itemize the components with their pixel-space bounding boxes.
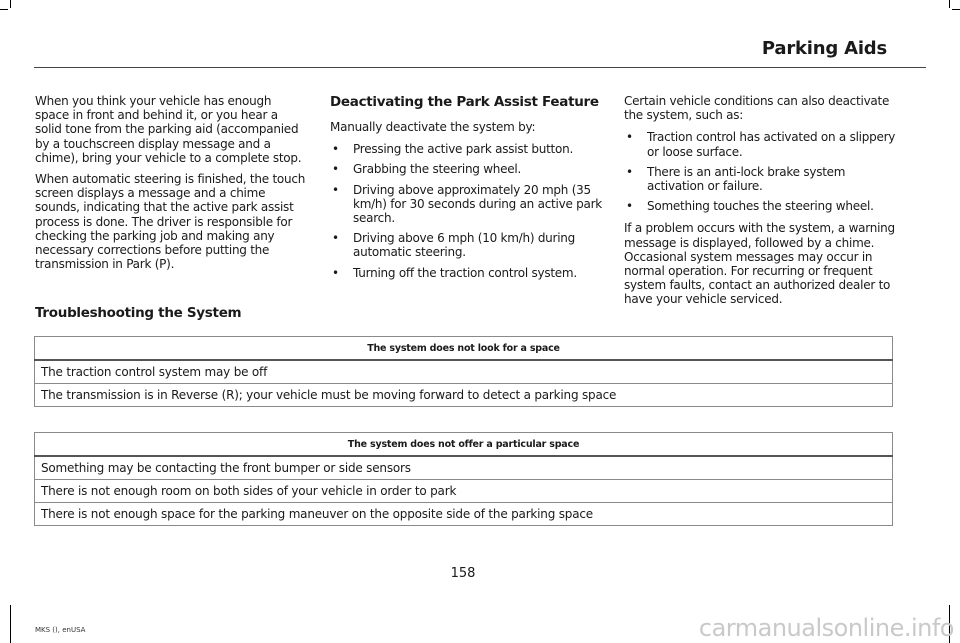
page-number: 158 — [450, 566, 476, 581]
list-item-text: There is an anti-lock brake system activation or failure. — [647, 164, 846, 194]
crop-mark — [0, 9, 8, 10]
bullet-icon: • — [332, 182, 339, 197]
troubleshooting-table — [34, 432, 893, 526]
list-item — [624, 130, 896, 158]
bullet-icon: • — [332, 265, 339, 280]
table-row — [35, 456, 893, 480]
list-item — [624, 165, 896, 193]
list-item-text: Something touches the steering wheel. — [647, 199, 874, 214]
list-item-text: Traction control has activated on a slippery or loose surface. — [647, 130, 896, 159]
troubleshooting-table — [34, 336, 893, 407]
crop-mark — [10, 605, 11, 643]
crop-mark — [10, 0, 11, 8]
bullet-icon: • — [626, 199, 633, 214]
list-item — [330, 142, 606, 156]
watermark: carmanualsonline.info — [698, 614, 954, 642]
section-title: Troubleshooting the System — [35, 305, 242, 321]
column-1 — [35, 94, 307, 278]
table-header: The system does not offer a particular space — [35, 433, 893, 457]
table-header-row — [35, 337, 893, 361]
list-item-text: Driving above approximately 20 mph (35 km/h) for 30 seconds during an active park search. — [353, 182, 602, 226]
table-cell: The transmission is in Reverse (R); your vehicle must be moving forward to detect a parking space — [35, 384, 893, 407]
table-cell: Something may be contacting the front bumper or side sensors — [35, 456, 893, 480]
list-item-text: Driving above 6 mph (10 km/h) during automatic steering. — [353, 231, 576, 260]
list-item-text: Pressing the active park assist button. — [353, 142, 574, 157]
bullet-icon: • — [626, 164, 633, 179]
bullet-icon: • — [332, 142, 339, 157]
bullet-list — [330, 142, 606, 280]
bullet-list — [624, 130, 896, 213]
page-title: Parking Aids — [761, 38, 887, 59]
list-item — [330, 231, 606, 259]
table-header-row — [35, 433, 893, 457]
list-item — [330, 183, 606, 226]
list-item — [624, 199, 896, 213]
table-cell: There is not enough space for the parking maneuver on the opposite side of the parking space — [35, 503, 893, 526]
table-header: The system does not look for a space — [35, 337, 893, 361]
paragraph: When you think your vehicle has enough space in front and behind it, or you hear a solid tone from the parking aid (accompanied by a touchscreen display message and a chime), bring your vehicle to a complete stop. — [35, 94, 302, 165]
document-id: MKS (), enUSA — [35, 626, 86, 634]
table-row — [35, 360, 893, 384]
bullet-icon: • — [332, 231, 339, 246]
paragraph: Manually deactivate the system by: — [330, 120, 536, 134]
crop-mark — [949, 0, 950, 8]
paragraph: Certain vehicle conditions can also deactivate the system, such as: — [624, 94, 890, 123]
list-item — [330, 266, 606, 280]
column-2 — [330, 94, 606, 288]
table-cell: The traction control system may be off — [35, 360, 893, 384]
crop-mark — [952, 9, 960, 10]
table-row — [35, 503, 893, 526]
list-item-text: Turning off the traction control system. — [353, 265, 577, 280]
table-row — [35, 480, 893, 503]
paragraph: If a problem occurs with the system, a warning message is displayed, followed by a chime. Occasional system messages may occur in normal operation. For recurring or frequent system faults, contact an authorized dealer to have your vehicle serviced. — [624, 221, 895, 307]
list-item — [330, 162, 606, 176]
column-3 — [624, 94, 896, 314]
table-row — [35, 384, 893, 407]
header-rule — [34, 67, 926, 68]
section-heading: Deactivating the Park Assist Feature — [330, 94, 599, 110]
table-cell: There is not enough room on both sides of your vehicle in order to park — [35, 480, 893, 503]
paragraph: When automatic steering is finished, the touch screen displays a message and a chime sounds, indicating that the active park assist process is done. The driver is responsible for checking the parking job and making any necessary corrections before putting the transmission in Park (P). — [35, 172, 306, 272]
bullet-icon: • — [332, 162, 339, 177]
bullet-icon: • — [626, 130, 633, 145]
list-item-text: Grabbing the steering wheel. — [353, 162, 522, 177]
